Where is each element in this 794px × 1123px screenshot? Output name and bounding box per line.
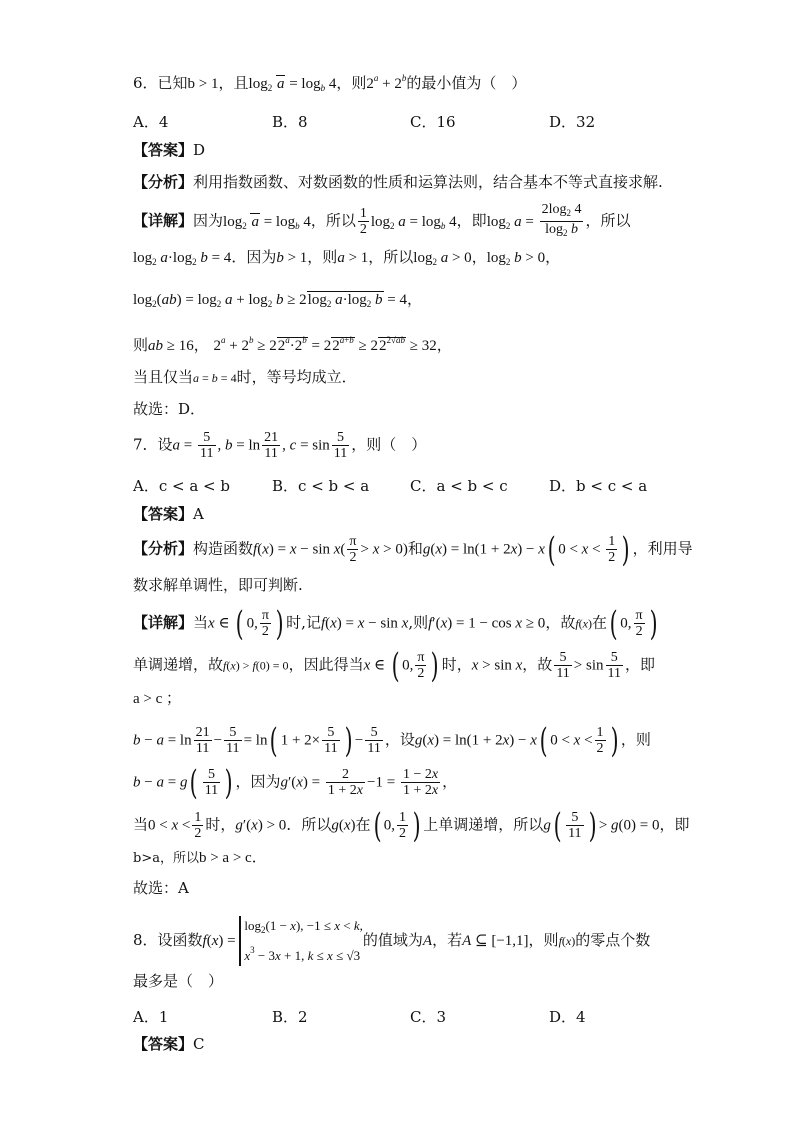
q7-option-c: C．a < b < c [410,477,508,495]
q7-option-b: B．c < b < a [272,477,370,495]
q6-detail-line4: 则ab ≥ 16， $2^a + 2^b \ge 22^a\cdot 2^b = 22^{a+b} \ge 22^{2√ab} \ge 32$， [133,335,452,354]
q7-detail-line6: 当0 < x < $\frac{1}{2}$ 时，g′(x) > 0．所以g(x)在( 0, $\frac{1}{2}$ ) 上单调递增，所以g( $\frac{5}{11}$ ) > g(0) = 0，即 [133,805,690,846]
q6-option-c: C．16 [410,113,456,131]
q6-detail-line2: $\log_2 a\cdot\log_2$ b = 4．因为b > 1，则a > 1，所以$\log_2 a > 0$，$\log_2 b > 0$， [133,248,561,267]
q6-conclusion: 故选：D． [133,400,206,418]
q7-detail-line7: b>a，所以b > a > c． [133,848,267,866]
q7-analysis-line2: 数求解单调性，即可判断. [133,576,303,594]
q8-answer: 【答案】C [133,1035,205,1053]
q7-detail-line3: a > c ； [133,691,182,707]
q6-answer: 【答案】D [133,141,206,159]
q7-answer: 【答案】A [133,505,204,523]
q8-option-b: B．2 [272,1008,308,1026]
q7-analysis-line1: 【分析】构造函数f(x) = x − sin x( $\frac{\pi}{2}$ > x > 0)和g(x) = ln(1 + 2x) − x( 0 < x < $\frac{1}{2}$ ) ，利用导 [133,529,693,570]
q6-option-a: A．4 [133,113,169,131]
q7-detail-line5: b − a = g( $\frac{5}{11}$ ) ，因为g′(x) = $\frac{2}{1 + 2x}$ −1 = $\frac{1 - 2x}{1 + 2x}$ ， [133,762,458,803]
q7-conclusion: 故选：A [133,879,189,897]
q8-option-d: D．4 [549,1008,586,1026]
q7-detail-line1: 【详解】当x ∈ ( 0, $\frac{\pi}{2}$ ) 时,记f(x) = x − sin x,则f′(x) = 1 − cos x ≥ 0，故f(x)在( 0, $\frac{\pi}{2}$ ) [133,603,658,644]
q7-detail-line2: 单调递增，故f(x) > f(0) = 0，因此得当x ∈ ( 0, $\frac{\pi}{2}$ ) 时，x > sin x，故 $\frac{5}{11}$ > sin $\frac{5}{11}$ ，即 [133,645,656,686]
q6-detail-line1: 【详解】因为$\log_2 a = \log_b 4$，所以 $\frac{1}{2}$ $\log_2 a = \log_b 4$，即$\log_2 a$ = $\frac{2\log_2 4}{\log_2 b}$ ，所以 [133,202,631,238]
q7-option-d: D．b < c < a [549,477,648,495]
q8-stem-line2: 最多是（ ） [133,972,224,990]
q8-stem-line1: 8．设函数$f(x) = \log_2(1 - x)$, −1 ≤ x < k, $x^3 - 3x + 1$, k ≤ x ≤ √3的值域为A，若A ⊆ [−1,1]，则f(x)的零点个数 [133,916,650,966]
q6-detail-line5: 当且仅当a = b = 4时，等号均成立． [133,368,357,386]
q6-option-d: D．32 [549,113,596,131]
q7-detail-line4: b − a = ln $\frac{21}{11}$ − $\frac{5}{11}$ = ln( 1 + 2× $\frac{5}{11}$ ) − $\frac{5}{11}$ ，设g(x) = ln(1 + 2x) − x( 0 < x < $\frac{1}{2}$ ) ，则 [133,720,651,761]
q6-option-b: B．8 [272,113,308,131]
q7-stem: 7．设a = $\frac{5}{11}$ , b = ln $\frac{21}{11}$ , c = sin $\frac{5}{11}$ ，则（ ） [133,430,427,461]
q7-option-a: A．c < a < b [133,477,230,495]
q6-stem: 6．已知b > 1，且$\log_2 a = \log_b 4$，则$2^a + 2^b$的最小值为（ ） [133,73,527,93]
q8-option-c: C．3 [410,1008,447,1026]
q6-detail-line3: $\log_2(ab) = \log_2 a + \log_2 b \ge 2\log_2$ $a\cdot\log_2$ b = 4， [133,290,422,309]
q6-analysis: 【分析】利用指数函数、对数函数的性质和运算法则，结合基本不等式直接求解. [133,173,663,191]
q8-option-a: A．1 [133,1008,169,1026]
